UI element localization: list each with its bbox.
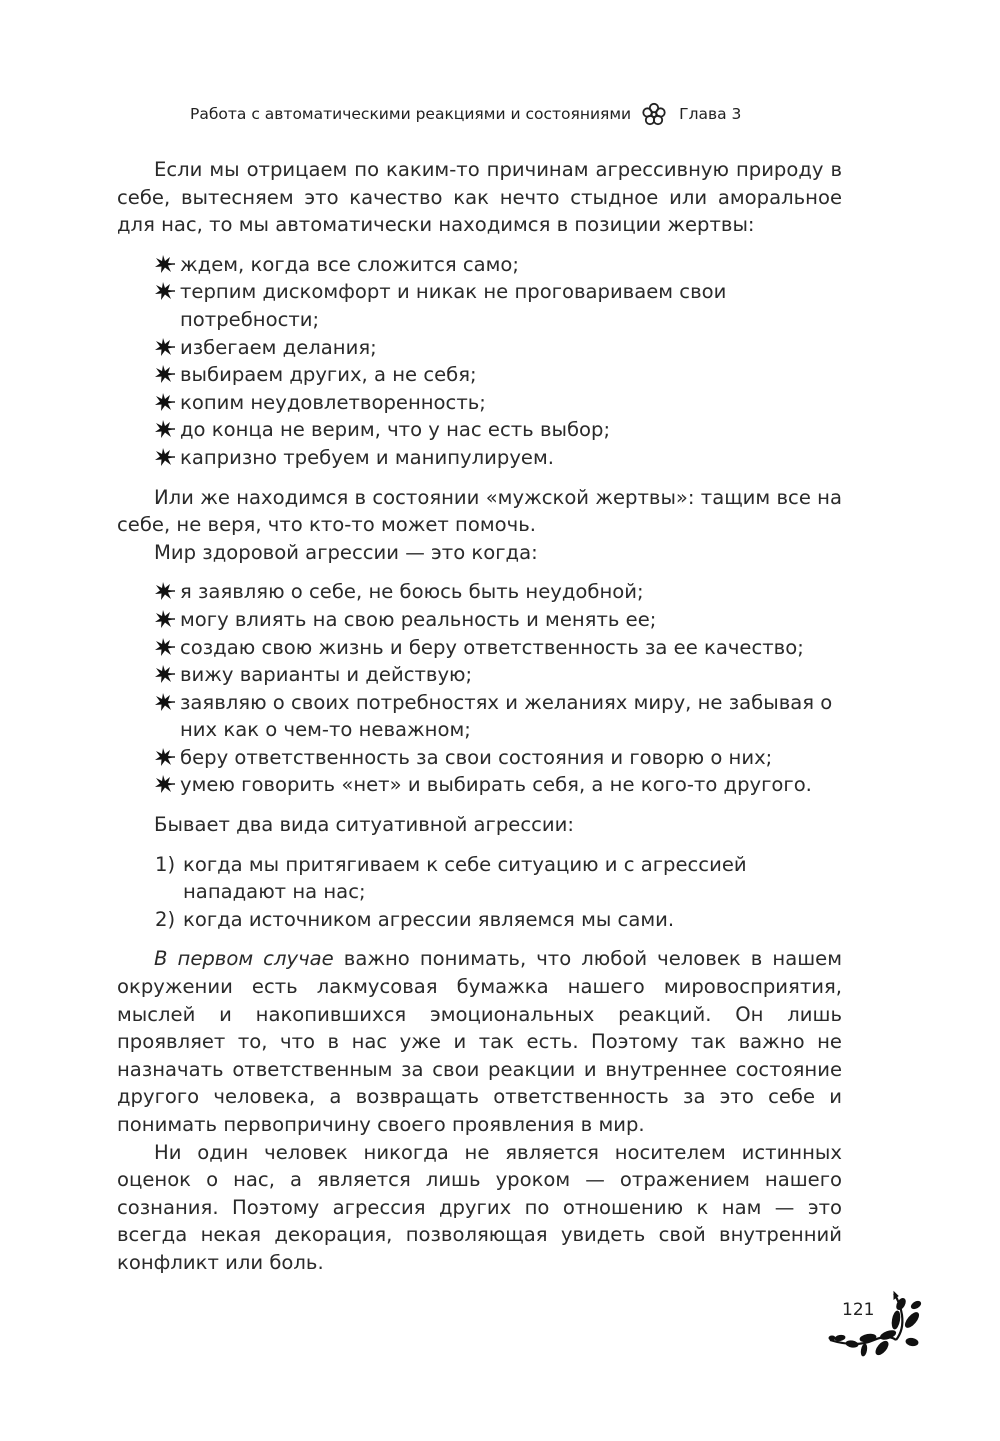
list-item: выбираем других, а не себя;: [117, 361, 842, 389]
flower-icon: [641, 102, 667, 126]
star-bullet-icon: [154, 281, 176, 301]
paragraph: Бывает два вида ситуативной агрессии:: [154, 813, 574, 837]
running-title: Работа с автоматическими реакциями и состояниями: [190, 105, 632, 123]
list-item: ждем, когда все сложится само;: [117, 251, 842, 279]
paragraph: В первом случае важно понимать, что любой человек в нашем окружении есть лакмусовая бумажка нашего мировосприятия, мыслей и накопившихся эмоциональных реакций. Он лишь проявляет то, что в нас уже и так есть. Поэтому так важно не назначать ответственным за свои реакции и внутреннее состояние другого человека, а возвращать ответственность за это себе и понимать первопричину своего проявления в мир.: [117, 947, 842, 1136]
list-item: 1) когда мы притягиваем к себе ситуацию и с агрессией нападают на нас;: [155, 852, 747, 904]
star-bullet-icon: [154, 419, 176, 439]
star-bullet-icon: [154, 664, 176, 684]
list-item: умею говорить «нет» и выбирать себя, а не кого-то другого.: [117, 771, 842, 799]
list-item: могу влиять на свою реальность и менять ее;: [117, 606, 842, 634]
list-item: создаю свою жизнь и беру ответственность за ее качество;: [117, 634, 842, 662]
paragraph: Мир здоровой агрессии — это когда:: [154, 540, 538, 564]
list-item: беру ответственность за свои состояния и говорю о них;: [117, 744, 842, 772]
star-bullet-icon: [154, 747, 176, 767]
list-item: копим неудовлетворенность;: [117, 389, 842, 417]
star-bullet-icon: [154, 337, 176, 357]
paragraph: Если мы отрицаем по каким-то причинам агрессивную природу в себе, вытесняем это качество как нечто стыдное или аморальное для нас, то мы автоматически находимся в позиции жертвы:: [117, 158, 842, 237]
page-body: [117, 156, 842, 1277]
star-bullet-icon: [154, 637, 176, 657]
victim-position-list: [117, 251, 842, 472]
star-bullet-icon: [154, 609, 176, 629]
running-header: [190, 100, 790, 128]
list-item: я заявляю о себе, не боюсь быть неудобной;: [117, 578, 842, 606]
emphasis: В первом случае: [154, 947, 334, 971]
chapter-label: Глава 3: [679, 105, 742, 123]
star-bullet-icon: [154, 254, 176, 274]
leaf-vine-ornament-icon: [826, 1290, 926, 1370]
star-bullet-icon: [154, 774, 176, 794]
healthy-aggression-list: [117, 578, 842, 799]
list-item: до конца не верим, что у нас есть выбор;: [117, 416, 842, 444]
star-bullet-icon: [154, 692, 176, 712]
list-item: 2) когда источником агрессии являемся мы сами.: [155, 907, 675, 931]
star-bullet-icon: [154, 364, 176, 384]
page-number: 121: [842, 1300, 875, 1320]
list-item: заявляю о своих потребностях и желаниях миру, не забывая о них как о чем-то неважном;: [117, 689, 842, 744]
paragraph: Ни один человек никогда не является носителем истинных оценок о нас, а является лишь уроком — отражением нашего сознания. Поэтому агрессия других по отношению к нам — это всегда некая декорация, позволяющая увидеть свой внутренний конфликт или боль.: [117, 1140, 842, 1274]
list-item: терпим дискомфорт и никак не проговариваем свои потребности;: [117, 278, 842, 333]
list-item: капризно требуем и манипулируем.: [117, 444, 842, 472]
list-item: вижу варианты и действую;: [117, 661, 842, 689]
aggression-types-list: [117, 851, 842, 934]
list-item: избегаем делания;: [117, 334, 842, 362]
paragraph: Или же находимся в состоянии «мужской жертвы»: тащим все на себе, не веря, что кто-то может помочь.: [117, 485, 842, 537]
star-bullet-icon: [154, 447, 176, 467]
star-bullet-icon: [154, 581, 176, 601]
star-bullet-icon: [154, 392, 176, 412]
